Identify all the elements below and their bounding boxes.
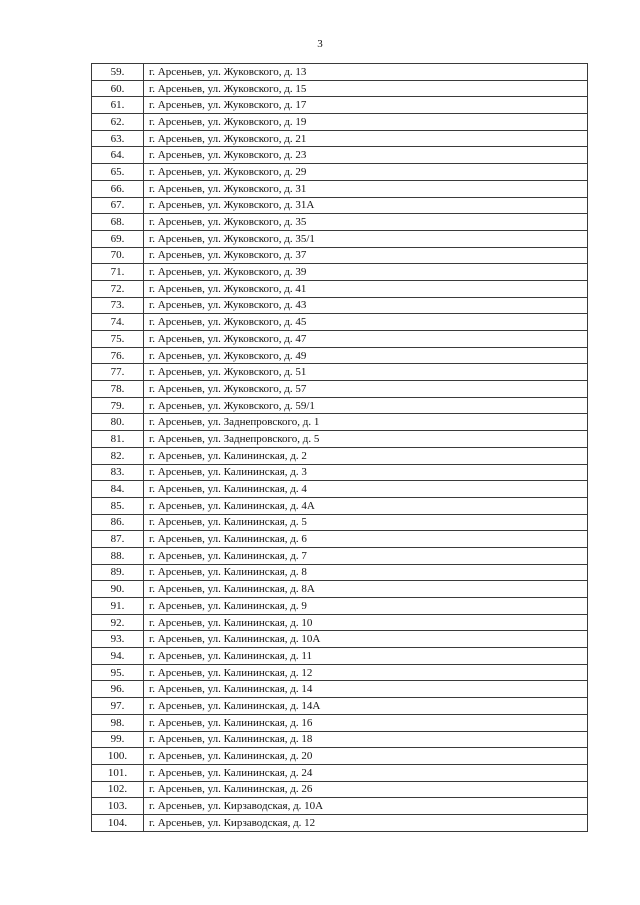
row-number-cell: 104. [92,814,144,831]
table-row [92,431,588,448]
row-number-cell: 92. [92,614,144,631]
table-row [92,64,588,81]
row-number-cell: 69. [92,230,144,247]
table-row [92,314,588,331]
row-number-cell: 85. [92,497,144,514]
row-number-cell: 99. [92,731,144,748]
row-number-cell: 59. [92,64,144,81]
row-number-cell: 90. [92,581,144,598]
address-cell: г. Арсеньев, ул. Калининская, д. 5 [144,514,588,531]
table-row [92,130,588,147]
row-number-cell: 63. [92,130,144,147]
row-number-cell: 88. [92,547,144,564]
table-row [92,447,588,464]
row-number-cell: 65. [92,164,144,181]
table-row [92,681,588,698]
address-cell: г. Арсеньев, ул. Калининская, д. 10 [144,614,588,631]
row-number-cell: 93. [92,631,144,648]
row-number-cell: 60. [92,80,144,97]
table-row [92,397,588,414]
table-row [92,381,588,398]
table-row [92,798,588,815]
address-cell: г. Арсеньев, ул. Калининская, д. 4 [144,481,588,498]
table-row [92,731,588,748]
row-number-cell: 95. [92,664,144,681]
address-cell: г. Арсеньев, ул. Жуковского, д. 35 [144,214,588,231]
table-row [92,781,588,798]
row-number-cell: 103. [92,798,144,815]
row-number-cell: 75. [92,331,144,348]
address-cell: г. Арсеньев, ул. Кирзаводская, д. 12 [144,814,588,831]
table-row [92,764,588,781]
table-row [92,748,588,765]
address-cell: г. Арсеньев, ул. Калининская, д. 9 [144,598,588,615]
address-cell: г. Арсеньев, ул. Жуковского, д. 49 [144,347,588,364]
row-number-cell: 89. [92,564,144,581]
address-cell: г. Арсеньев, ул. Калининская, д. 6 [144,531,588,548]
table-row [92,598,588,615]
row-number-cell: 86. [92,514,144,531]
table-row [92,247,588,264]
row-number-cell: 61. [92,97,144,114]
row-number-cell: 76. [92,347,144,364]
table-row [92,614,588,631]
table-row [92,114,588,131]
address-cell: г. Арсеньев, ул. Жуковского, д. 29 [144,164,588,181]
table-row [92,80,588,97]
table-row [92,497,588,514]
table-row [92,214,588,231]
address-table-body [92,64,588,832]
table-row [92,364,588,381]
table-row [92,698,588,715]
page-number: 3 [317,38,323,50]
table-row [92,230,588,247]
address-cell: г. Арсеньев, ул. Заднепровского, д. 5 [144,431,588,448]
table-row [92,531,588,548]
row-number-cell: 66. [92,180,144,197]
address-cell: г. Арсеньев, ул. Калининская, д. 24 [144,764,588,781]
table-row [92,197,588,214]
address-cell: г. Арсеньев, ул. Калининская, д. 4А [144,497,588,514]
address-cell: г. Арсеньев, ул. Калининская, д. 11 [144,648,588,665]
address-cell: г. Арсеньев, ул. Жуковского, д. 35/1 [144,230,588,247]
table-row [92,164,588,181]
row-number-cell: 81. [92,431,144,448]
row-number-cell: 80. [92,414,144,431]
row-number-cell: 100. [92,748,144,765]
address-cell: г. Арсеньев, ул. Жуковского, д. 57 [144,381,588,398]
address-cell: г. Арсеньев, ул. Жуковского, д. 41 [144,280,588,297]
table-row [92,648,588,665]
row-number-cell: 102. [92,781,144,798]
address-cell: г. Арсеньев, ул. Калининская, д. 3 [144,464,588,481]
row-number-cell: 73. [92,297,144,314]
address-cell: г. Арсеньев, ул. Калининская, д. 10А [144,631,588,648]
table-row [92,814,588,831]
table-row [92,331,588,348]
row-number-cell: 74. [92,314,144,331]
address-cell: г. Арсеньев, ул. Калининская, д. 18 [144,731,588,748]
table-row [92,547,588,564]
table-row [92,464,588,481]
address-cell: г. Арсеньев, ул. Жуковского, д. 23 [144,147,588,164]
table-row [92,297,588,314]
address-cell: г. Арсеньев, ул. Калининская, д. 14А [144,698,588,715]
address-cell: г. Арсеньев, ул. Калининская, д. 20 [144,748,588,765]
row-number-cell: 72. [92,280,144,297]
address-cell: г. Арсеньев, ул. Жуковского, д. 31 [144,180,588,197]
row-number-cell: 77. [92,364,144,381]
address-cell: г. Арсеньев, ул. Калининская, д. 8 [144,564,588,581]
address-cell: г. Арсеньев, ул. Калининская, д. 8А [144,581,588,598]
table-row [92,264,588,281]
row-number-cell: 70. [92,247,144,264]
row-number-cell: 96. [92,681,144,698]
row-number-cell: 84. [92,481,144,498]
address-cell: г. Арсеньев, ул. Калининская, д. 26 [144,781,588,798]
address-cell: г. Арсеньев, ул. Калининская, д. 12 [144,664,588,681]
address-cell: г. Арсеньев, ул. Жуковского, д. 21 [144,130,588,147]
row-number-cell: 82. [92,447,144,464]
row-number-cell: 64. [92,147,144,164]
address-cell: г. Арсеньев, ул. Заднепровского, д. 1 [144,414,588,431]
table-row [92,414,588,431]
address-cell: г. Арсеньев, ул. Калининская, д. 2 [144,447,588,464]
address-cell: г. Арсеньев, ул. Жуковского, д. 47 [144,331,588,348]
address-cell: г. Арсеньев, ул. Жуковского, д. 45 [144,314,588,331]
row-number-cell: 83. [92,464,144,481]
address-cell: г. Арсеньев, ул. Жуковского, д. 15 [144,80,588,97]
row-number-cell: 97. [92,698,144,715]
row-number-cell: 91. [92,598,144,615]
table-row [92,514,588,531]
row-number-cell: 78. [92,381,144,398]
table-row [92,481,588,498]
address-cell: г. Арсеньев, ул. Калининская, д. 14 [144,681,588,698]
address-cell: г. Арсеньев, ул. Жуковского, д. 19 [144,114,588,131]
row-number-cell: 79. [92,397,144,414]
address-cell: г. Арсеньев, ул. Калининская, д. 16 [144,714,588,731]
table-row [92,714,588,731]
address-cell: г. Арсеньев, ул. Жуковского, д. 59/1 [144,397,588,414]
address-table [91,63,588,832]
address-cell: г. Арсеньев, ул. Жуковского, д. 43 [144,297,588,314]
table-row [92,581,588,598]
address-cell: г. Арсеньев, ул. Жуковского, д. 37 [144,247,588,264]
address-cell: г. Арсеньев, ул. Калининская, д. 7 [144,547,588,564]
address-cell: г. Арсеньев, ул. Жуковского, д. 31А [144,197,588,214]
row-number-cell: 98. [92,714,144,731]
table-row [92,147,588,164]
address-cell: г. Арсеньев, ул. Жуковского, д. 13 [144,64,588,81]
row-number-cell: 71. [92,264,144,281]
address-cell: г. Арсеньев, ул. Жуковского, д. 39 [144,264,588,281]
table-row [92,280,588,297]
row-number-cell: 101. [92,764,144,781]
row-number-cell: 87. [92,531,144,548]
table-row [92,347,588,364]
table-row [92,664,588,681]
row-number-cell: 67. [92,197,144,214]
address-cell: г. Арсеньев, ул. Кирзаводская, д. 10А [144,798,588,815]
row-number-cell: 94. [92,648,144,665]
row-number-cell: 68. [92,214,144,231]
table-row [92,631,588,648]
table-row [92,180,588,197]
table-row [92,97,588,114]
address-cell: г. Арсеньев, ул. Жуковского, д. 51 [144,364,588,381]
row-number-cell: 62. [92,114,144,131]
table-row [92,564,588,581]
address-cell: г. Арсеньев, ул. Жуковского, д. 17 [144,97,588,114]
